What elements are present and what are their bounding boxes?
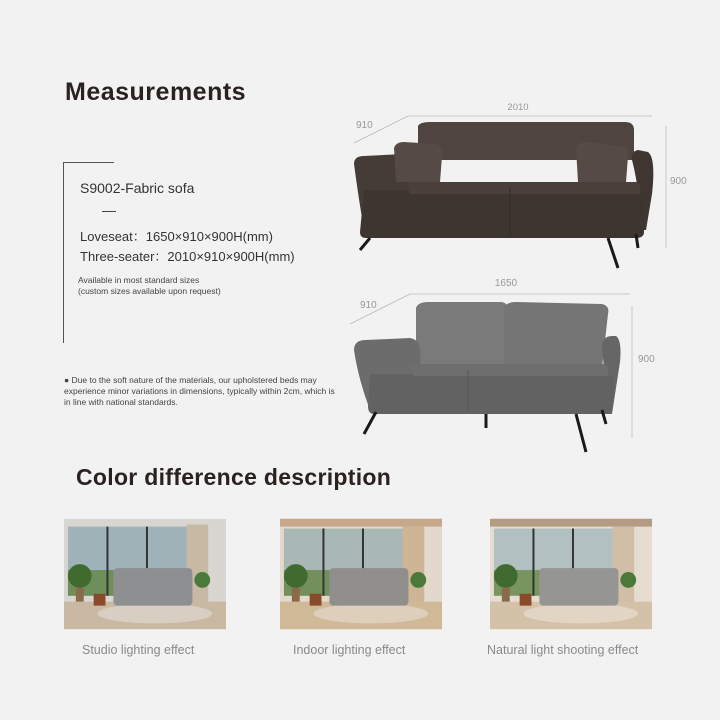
availability-line-2: (custom sizes available upon request)	[78, 286, 221, 296]
availability-line-1: Available in most standard sizes	[78, 275, 200, 285]
indoor-lighting-photo	[280, 518, 442, 630]
caption-studio: Studio lighting effect	[82, 643, 195, 657]
three-seater-illustration	[340, 98, 690, 278]
caption-natural: Natural light shooting effect	[487, 643, 639, 657]
divider-dash	[102, 211, 116, 212]
big-depth-dim: 910	[356, 120, 373, 131]
bullet-icon: ●	[64, 375, 70, 385]
color-difference-heading: Color difference description	[76, 464, 392, 490]
natural-light-photo	[490, 518, 652, 630]
studio-lighting-photo	[64, 518, 226, 630]
small-depth-dim: 910	[360, 300, 377, 311]
loveseat-spec: Loveseat：1650×910×900H(mm)	[80, 229, 273, 244]
brown-sofa	[354, 122, 653, 268]
materials-note-text: Due to the soft nature of the materials, our upholstered beds may experience minor variations in dimensions, typically within 2cm, which is in line with national standards.	[64, 375, 335, 407]
model-name: S9002-Fabric sofa	[80, 180, 195, 196]
big-width-dim: 2010	[507, 102, 529, 113]
small-width-dim: 1650	[494, 278, 518, 289]
small-height-dim: 900	[638, 354, 655, 365]
caption-indoor: Indoor lighting effect	[293, 643, 406, 657]
materials-note	[64, 375, 339, 408]
loveseat-illustration	[340, 278, 680, 458]
measurements-heading: Measurements	[65, 78, 247, 106]
gray-sofa	[354, 302, 621, 452]
big-height-dim: 900	[670, 176, 687, 187]
three-seater-spec: Three-seater：2010×910×900H(mm)	[80, 249, 295, 264]
